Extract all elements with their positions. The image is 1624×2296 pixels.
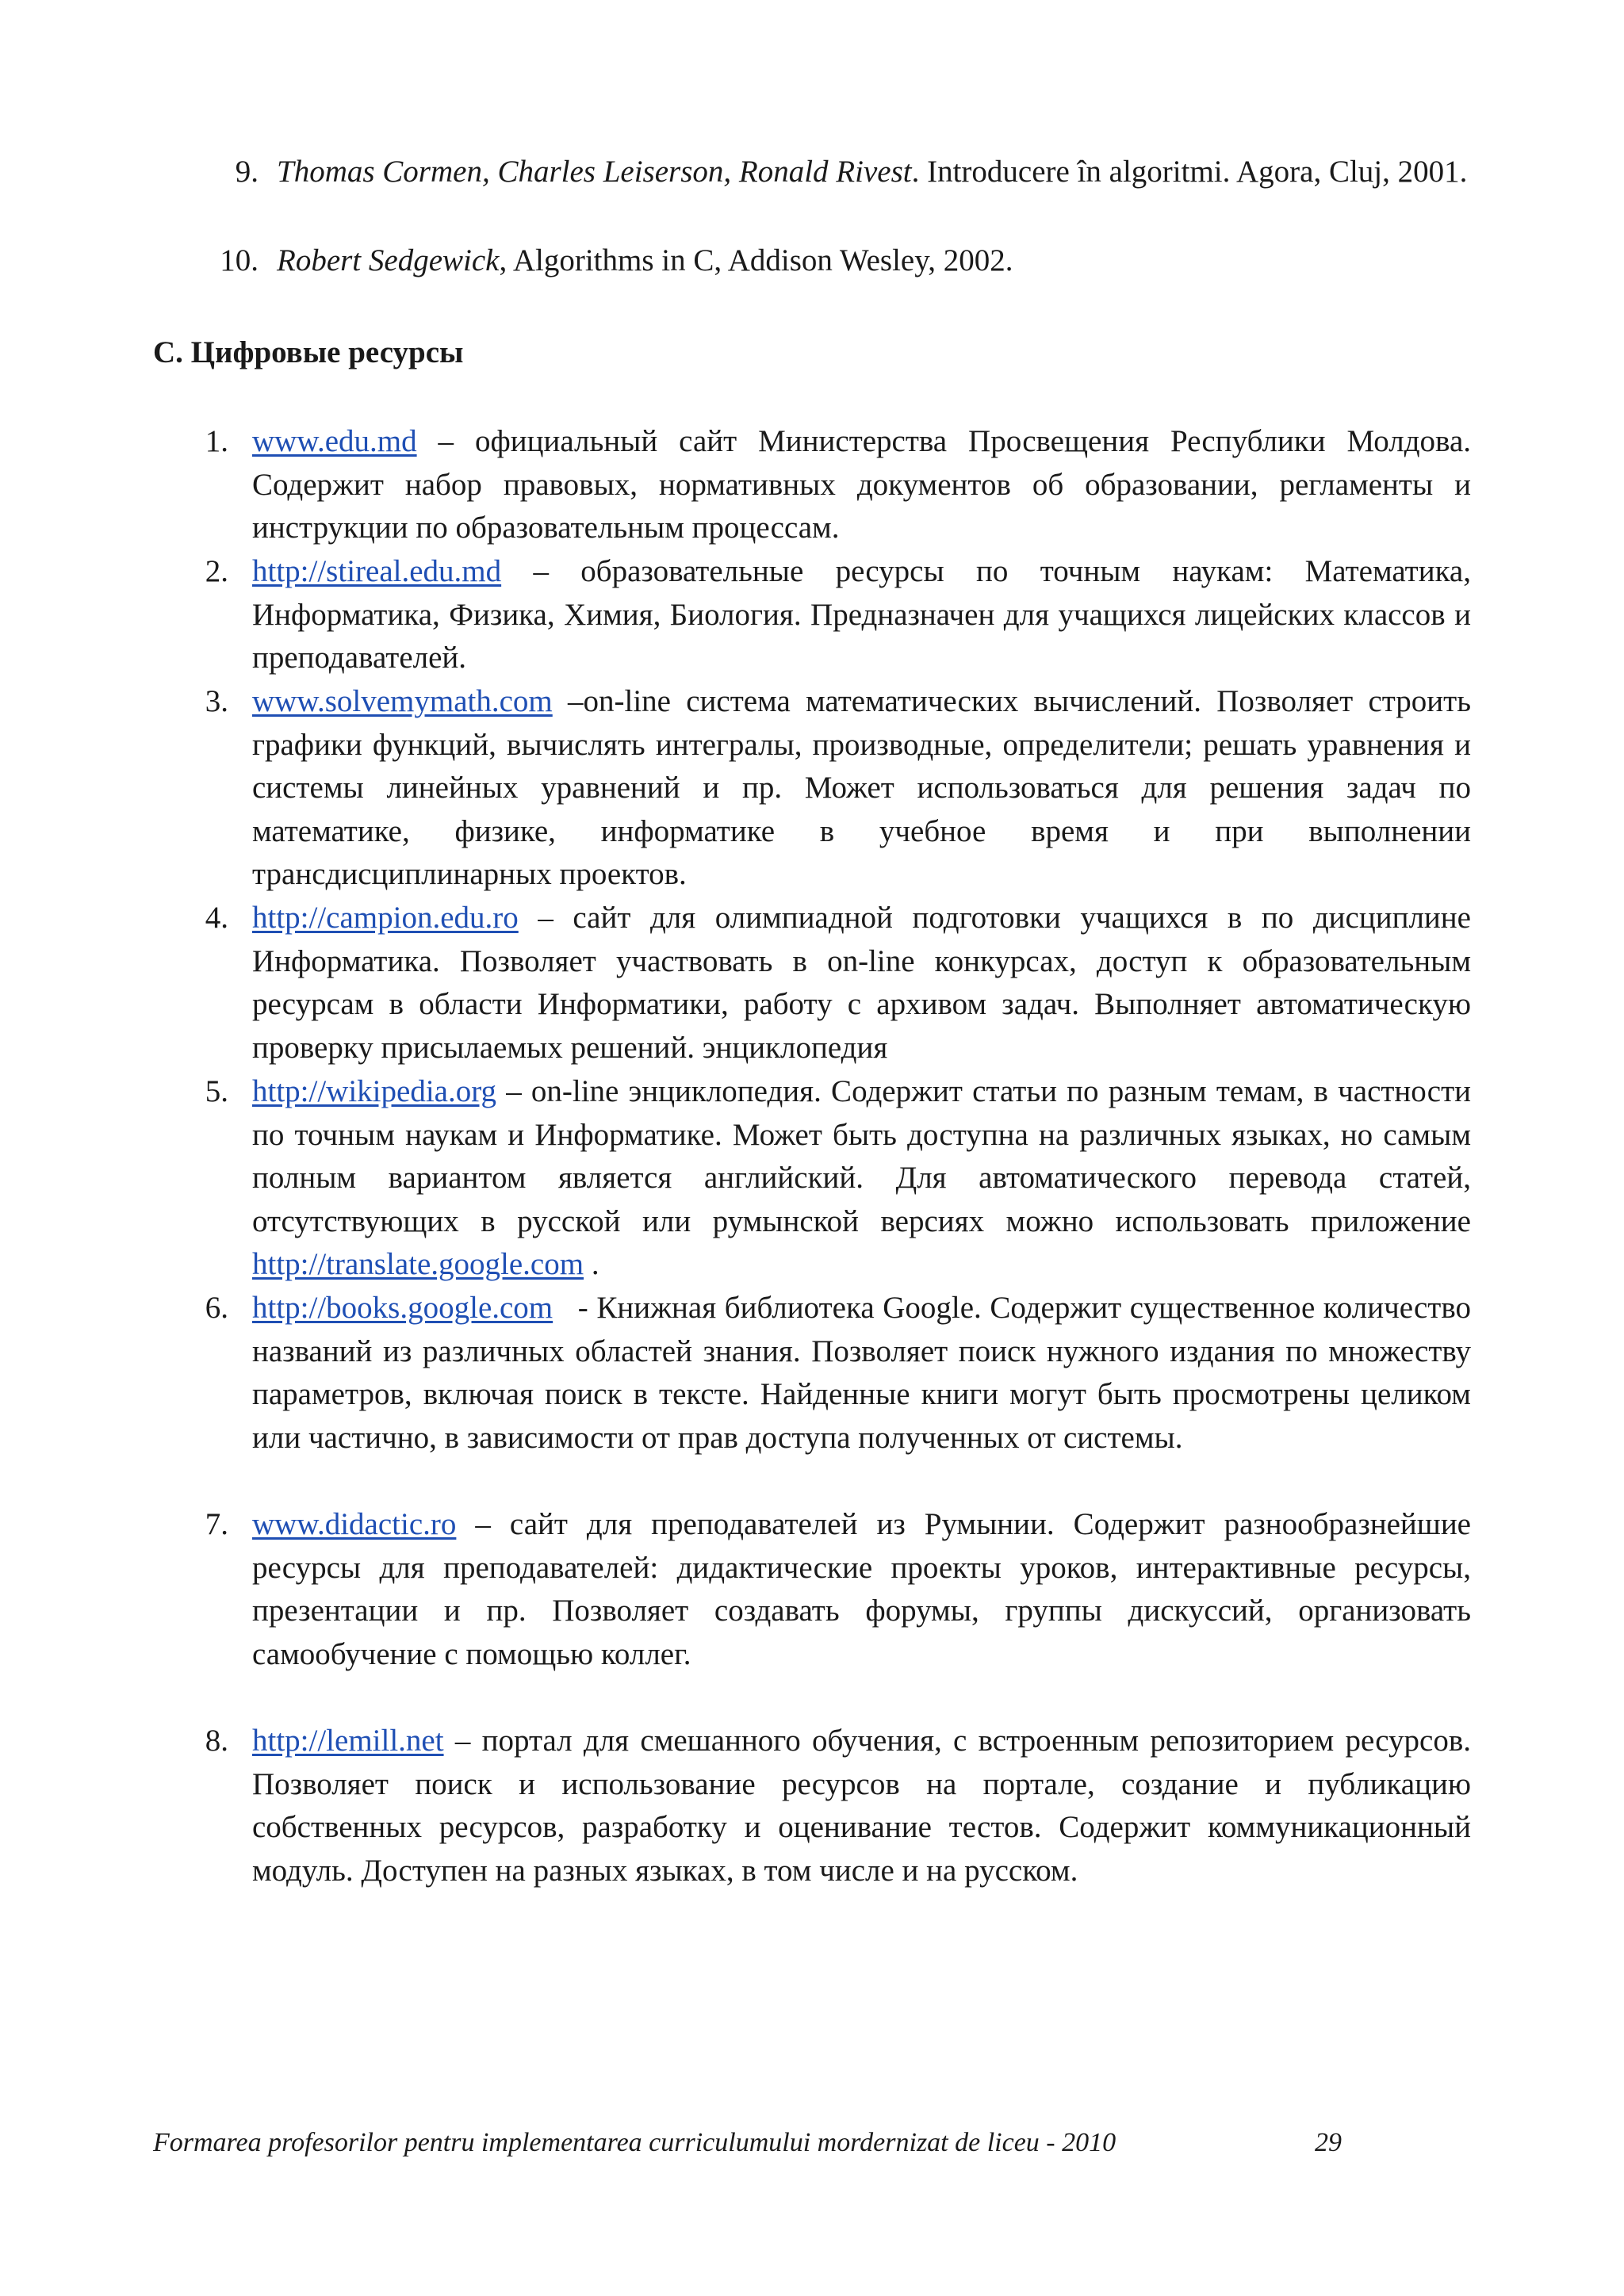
resource-description: – портал для смешанного обучения, с встроенным репозиторием ресурсов. Позволяет поиск и использование ресурсов на портале, создание и публикацию собственных ресурсов, разработку и оценивание тестов. Содержит коммуникационный модуль. Доступен на разных языках, в том числе и на русском. <box>252 1724 1471 1888</box>
resource-description: – официальный сайт Министерства Просвещения Республики Молдова. Содержит набор правовых, нормативных документов об образовании, регламенты и инструкции по образовательным процессам. <box>252 424 1471 545</box>
resource-number: 5. <box>205 1074 228 1108</box>
resource-number: 8. <box>205 1724 228 1758</box>
resource-link[interactable]: www.didactic.ro <box>252 1507 457 1541</box>
resource-link[interactable]: www.solvemymath.com <box>252 684 553 718</box>
resource-link[interactable]: http://wikipedia.org <box>252 1074 497 1108</box>
resource-link[interactable]: www.edu.md <box>252 424 417 458</box>
resource-item <box>252 897 1471 1070</box>
reference-text: . Introducere în algoritmi. Agora, Cluj, 2001. <box>911 155 1468 189</box>
resource-link[interactable]: http://lemill.net <box>252 1724 444 1758</box>
reference-authors: Thomas Cormen, Charles Leiserson, Ronald Rivest <box>277 155 912 189</box>
resource-secondary-link[interactable]: http://translate.google.com <box>252 1247 584 1281</box>
resource-item <box>252 1287 1479 1460</box>
reference-number: 10. <box>220 243 259 277</box>
resource-item <box>252 1503 1471 1676</box>
resource-description: – образовательные ресурсы по точным наукам: Математика, Информатика, Физика, Химия, Биология. Предназначен для учащихся лицейских классов и преподавателей. <box>252 554 1471 675</box>
resource-description: – сайт для олимпиадной подготовки учащихся в по дисциплине Информатика. Позволяет участвовать в on-line конкурсах, доступ к образовательным ресурсам в области Информатики, работу с архивом задач. Выполняет автоматическую проверку присылаемых решений. энциклопедия <box>252 901 1471 1065</box>
resource-number: 4. <box>205 901 228 935</box>
resource-item <box>252 420 1471 550</box>
resource-number: 3. <box>205 684 228 718</box>
page-number: 29 <box>1315 2128 1342 2157</box>
resource-description-tail: . <box>584 1247 599 1281</box>
resource-description: – on-line энциклопедия. Содержит статьи по разным темам, в частности по точным наукам и Информатике. Может быть доступна на различных языках, но самым полным вариантом является английский. Для автоматического перевода статей, отсутствующих в русской или румынской версиях можно использовать приложение <box>252 1074 1471 1238</box>
resource-link[interactable]: http://campion.edu.ro <box>252 901 519 935</box>
resource-number: 6. <box>205 1291 228 1325</box>
resource-link[interactable]: http://books.google.com <box>252 1291 553 1325</box>
resource-number: 1. <box>205 424 228 458</box>
reference-item <box>277 151 1471 194</box>
reference-number: 9. <box>235 155 259 189</box>
resource-number: 2. <box>205 554 228 588</box>
reference-text: , Algorithms in C, Addison Wesley, 2002. <box>499 243 1013 277</box>
resource-number: 7. <box>205 1507 228 1541</box>
resource-description: –on-line система математических вычислений. Позволяет строить графики функций, вычислять интегралы, производные, определители; решать уравнения и системы линейных уравнений и пр. Может использоваться для решения задач по математике, физике, информатике в учебное время и при выполнении трансдисциплинарных проектов. <box>252 684 1471 891</box>
resource-link[interactable]: http://stireal.edu.md <box>252 554 502 588</box>
footer-title: Formarea profesorilor pentru implementarea curriculumului mordernizat de liceu - 2010 <box>153 2128 1116 2157</box>
resource-item <box>252 1720 1471 1892</box>
resource-description: - Книжная библиотека Google. Содержит существенное количество названий из различных областей знания. Позволяет поиск нужного издания по множеству параметров, включая поиск в тексте. Найденные книги могут быть просмотрены целиком или частично, в зависимости от прав доступа полученных от системы. <box>252 1291 1479 1455</box>
resource-item <box>252 550 1471 680</box>
resource-item <box>252 680 1471 897</box>
reference-item <box>277 239 1471 283</box>
resource-item <box>252 1070 1471 1287</box>
section-title: C. Цифровые ресурсы <box>153 335 464 369</box>
reference-authors: Robert Sedgewick <box>277 243 500 277</box>
resource-description: – сайт для преподавателей из Румынии. Содержит разнообразнейшие ресурсы для преподавателей: дидактические проекты уроков, интерактивные ресурсы, презентации и пр. Позволяет создавать форумы, группы дискуссий, организовать самообучение с помощью коллег. <box>252 1507 1471 1671</box>
